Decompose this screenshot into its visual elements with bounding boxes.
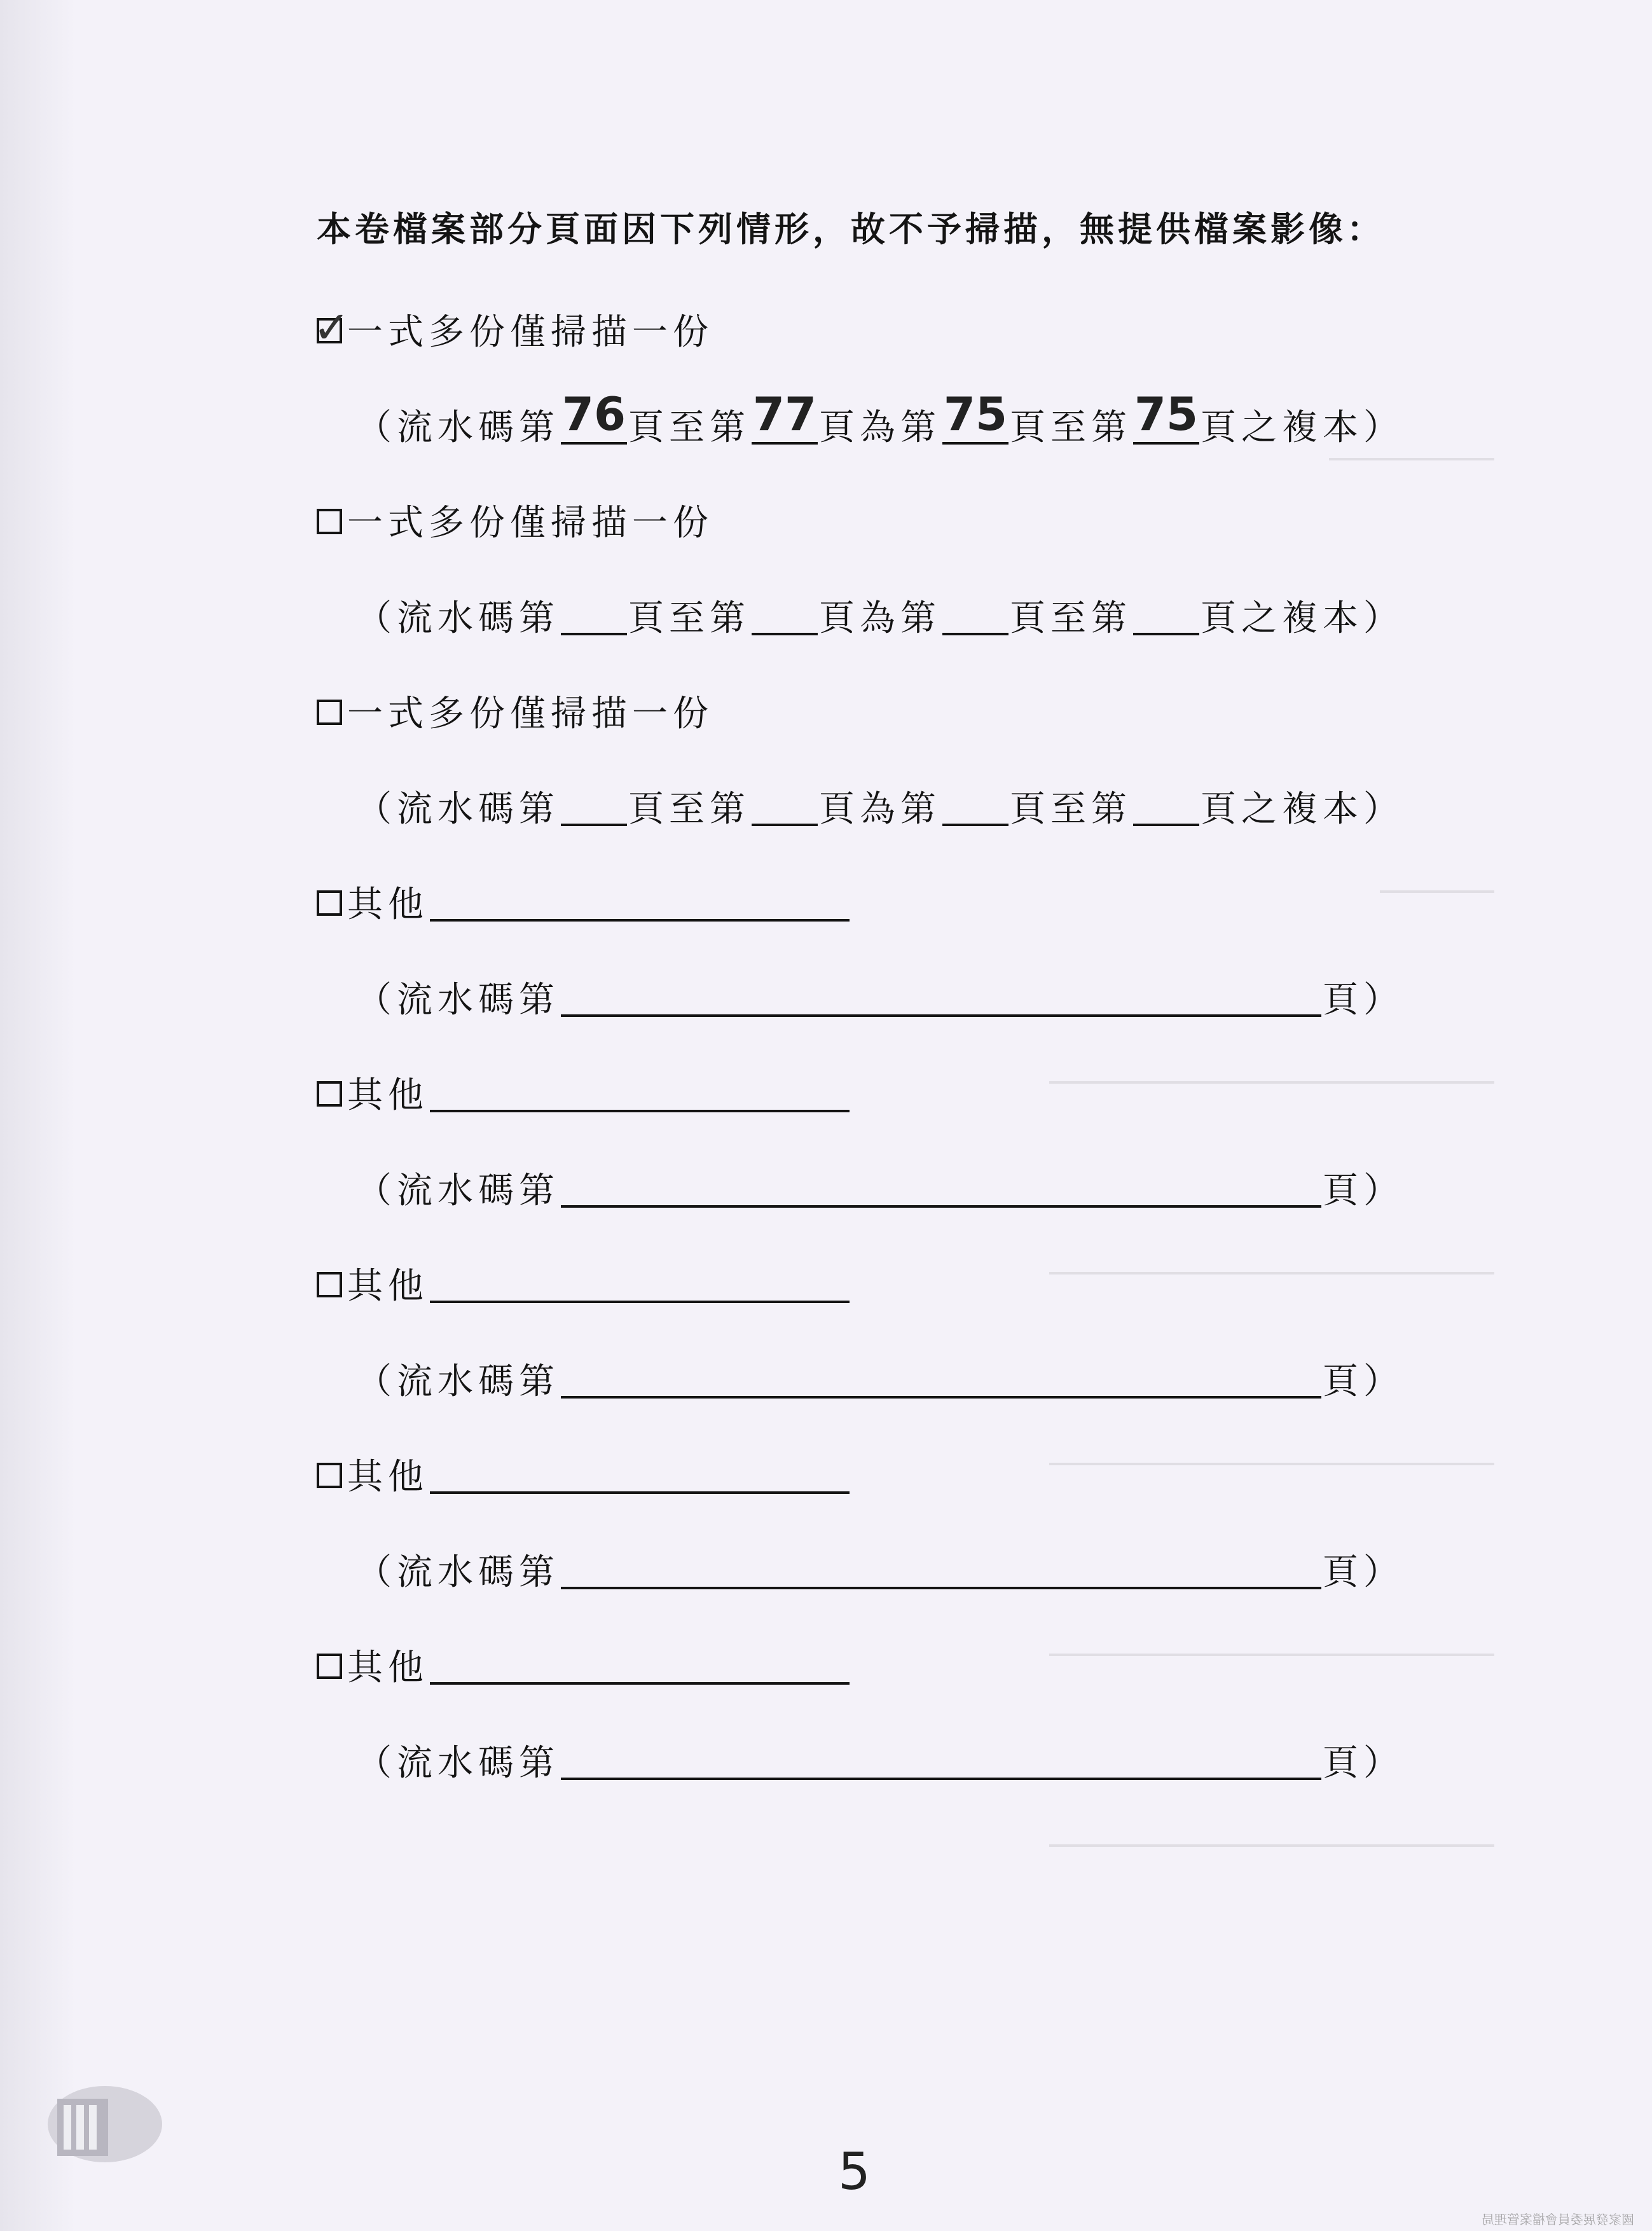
original-blank-end[interactable]: [1133, 387, 1199, 445]
show-through-ghost: [827, 254, 1494, 1972]
detail-text: 頁）: [1323, 1743, 1404, 1784]
other-label: 其他: [347, 1647, 429, 1689]
other-option-row-1: [317, 876, 851, 927]
detail-text: 頁至第: [1010, 598, 1132, 639]
handwritten-value: 75: [943, 387, 1008, 441]
detail-text: 頁之複本）: [1201, 789, 1404, 830]
copy-detail-row-3: [356, 781, 1404, 832]
serial-range-blank[interactable]: [561, 1359, 1321, 1399]
detail-text: （流水碼第: [356, 1552, 560, 1593]
other-reason-blank[interactable]: [430, 1073, 850, 1112]
detail-text: （流水碼第: [356, 1743, 560, 1784]
detail-text: 頁）: [1323, 1552, 1404, 1593]
serial-blank-start[interactable]: [561, 387, 627, 445]
detail-text: 頁至第: [628, 789, 750, 830]
other-option-row-3: [317, 1258, 851, 1309]
other-label: 其他: [347, 1456, 429, 1498]
detail-text: （流水碼第: [356, 789, 560, 830]
checkbox-copy-3[interactable]: [317, 700, 342, 725]
original-blank-start[interactable]: [942, 596, 1008, 635]
original-blank-start[interactable]: [942, 787, 1008, 826]
copy-detail-row-2: [356, 590, 1404, 641]
other-reason-blank[interactable]: [430, 882, 850, 922]
archive-logo-icon: [45, 2073, 165, 2169]
serial-blank-start[interactable]: [561, 596, 627, 635]
detail-text: （流水碼第: [356, 979, 560, 1021]
copy-option-label: 一式多份僅掃描一份: [347, 312, 713, 353]
handwritten-value: 77: [752, 387, 817, 441]
other-detail-row-3: [356, 1353, 1404, 1404]
copy-option-label: 一式多份僅掃描一份: [347, 693, 713, 735]
detail-text: 頁）: [1323, 1170, 1404, 1212]
other-option-row-5: [317, 1640, 851, 1690]
copy-option-row-3: [317, 686, 713, 736]
other-detail-row-2: [356, 1163, 1404, 1213]
footer-watermark: 國家發展委員會檔案管理局: [1482, 2212, 1634, 2227]
detail-text: 頁為第: [819, 789, 941, 830]
handwritten-value: 75: [1134, 387, 1199, 441]
checkbox-other-5[interactable]: [317, 1654, 342, 1679]
detail-text: 頁之複本）: [1201, 598, 1404, 639]
copy-option-label: 一式多份僅掃描一份: [347, 502, 713, 544]
original-blank-end[interactable]: [1133, 596, 1199, 635]
detail-text: （流水碼第: [356, 598, 560, 639]
serial-blank-end[interactable]: [752, 787, 818, 826]
other-option-row-2: [317, 1067, 851, 1118]
copy-option-row-2: [317, 495, 713, 546]
detail-text: 頁之複本）: [1201, 407, 1404, 448]
detail-text: 頁至第: [1010, 789, 1132, 830]
checkbox-other-3[interactable]: [317, 1272, 342, 1297]
other-label: 其他: [347, 1266, 429, 1307]
handwritten-value: 76: [561, 387, 626, 441]
copy-option-row-1: [313, 301, 713, 355]
serial-range-blank[interactable]: [561, 1741, 1321, 1780]
form-heading: 本卷檔案部分頁面因下列情形，故不予掃描，無提供檔案影像：: [317, 209, 1385, 249]
detail-text: 頁至第: [628, 598, 750, 639]
detail-text: 頁至第: [1010, 407, 1132, 448]
serial-range-blank[interactable]: [561, 977, 1321, 1017]
serial-range-blank[interactable]: [561, 1550, 1321, 1589]
other-detail-row-5: [356, 1735, 1404, 1786]
checkbox-copy-2[interactable]: [317, 509, 342, 534]
serial-blank-end[interactable]: [752, 596, 818, 635]
detail-text: 頁至第: [628, 407, 750, 448]
detail-text: 頁為第: [819, 598, 941, 639]
detail-text: 頁為第: [819, 407, 941, 448]
detail-text: （流水碼第: [356, 407, 560, 448]
other-reason-blank[interactable]: [430, 1454, 850, 1494]
other-detail-row-1: [356, 972, 1404, 1023]
other-label: 其他: [347, 1075, 429, 1116]
serial-range-blank[interactable]: [561, 1168, 1321, 1208]
other-reason-blank[interactable]: [430, 1645, 850, 1685]
other-reason-blank[interactable]: [430, 1264, 850, 1303]
other-option-row-4: [317, 1449, 851, 1500]
detail-text: 頁）: [1323, 1361, 1404, 1402]
page-number: 5: [838, 2142, 871, 2201]
original-blank-start[interactable]: [942, 387, 1008, 445]
checkbox-other-2[interactable]: [317, 1081, 342, 1107]
other-label: 其他: [347, 884, 429, 925]
other-detail-row-4: [356, 1544, 1404, 1595]
page-edge-shadow: [0, 0, 76, 2231]
checkbox-other-4[interactable]: [317, 1463, 342, 1488]
copy-detail-row-1: [356, 387, 1404, 450]
detail-text: （流水碼第: [356, 1170, 560, 1212]
detail-text: 頁）: [1323, 979, 1404, 1021]
serial-blank-end[interactable]: [752, 387, 818, 445]
checkbox-other-1[interactable]: [317, 890, 342, 916]
checkbox-copy-1[interactable]: [313, 301, 355, 354]
original-blank-end[interactable]: [1133, 787, 1199, 826]
check-mark-icon: ✓: [313, 301, 355, 354]
detail-text: （流水碼第: [356, 1361, 560, 1402]
serial-blank-start[interactable]: [561, 787, 627, 826]
